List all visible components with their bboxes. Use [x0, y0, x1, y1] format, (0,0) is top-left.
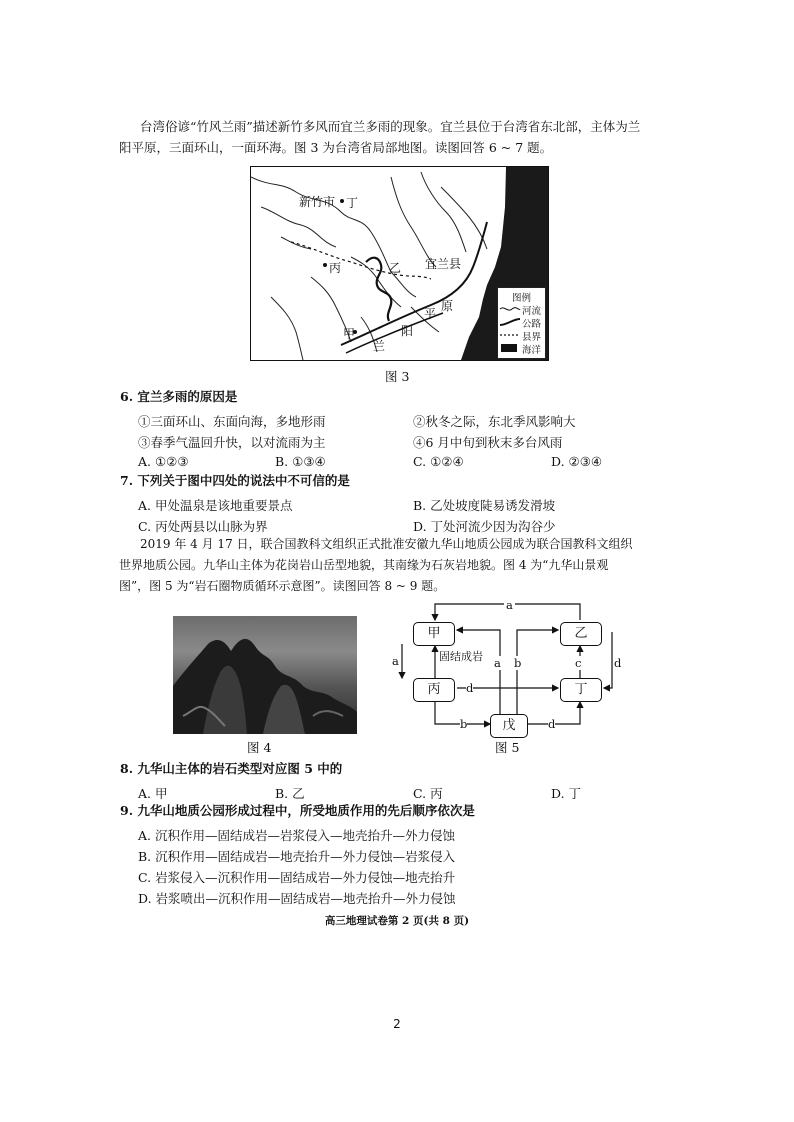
q7-option-c: C. 丙处两县以山脉为界 [138, 519, 268, 534]
q6-option-d: D. ②③④ [551, 454, 603, 469]
q9-stem: 9. 九华山地质公园形成过程中，所受地质作用的先后顺序依次是 [120, 803, 475, 818]
rock-box-bing: 丙 [413, 678, 455, 702]
q6-option-a: A. ①②③ [138, 454, 189, 469]
intro2-line1: 2019 年 4 月 17 日，联合国教科文组织正式批准安徽九华山地质公园成为联合国教科文组织 [140, 537, 633, 551]
q6-stem: 6. 宜兰多雨的原因是 [120, 389, 238, 404]
intro2-line2: 世界地质公园。九华山主体为花岗岩山岳型地貌，其南缘为石灰岩地貌。图 4 为“九华山景观 [119, 558, 609, 572]
q7-option-d: D. 丁处河流少因为沟谷少 [413, 519, 556, 534]
q7-stem: 7. 下列关于图中四处的说法中不可信的是 [120, 473, 350, 488]
label-bing-d: d [466, 681, 474, 695]
rock-box-wu: 戊 [490, 714, 528, 738]
label-gujie: 固结成岩 [439, 650, 483, 663]
label-plain-yang: 阳 [401, 324, 414, 338]
q6-statement-3: ③春季气温回升快，以对流雨为主 [138, 435, 326, 450]
q7-option-a: A. 甲处温泉是该地重要景点 [138, 498, 293, 513]
q6-statement-1: ①三面环山、东面向海，多地形雨 [138, 414, 326, 429]
label-plain-ping: 平 [424, 307, 437, 321]
figure4-caption: 图 4 [247, 740, 272, 755]
intro2-line3: 图”，图 5 为“岩石圈物质循环示意图”。读图回答 8 ~ 9 题。 [119, 579, 446, 593]
label-plain-yuan: 原 [441, 299, 454, 313]
q8-option-d: D. 丁 [551, 786, 582, 801]
border-symbol-icon [499, 329, 521, 341]
rock-cycle-diagram [380, 598, 620, 748]
legend-sea: 海洋 [498, 342, 545, 354]
ding-point [340, 199, 344, 203]
rock-box-yi: 乙 [560, 622, 602, 646]
label-yi: 乙 [389, 261, 402, 275]
label-bottom-b: b [460, 717, 468, 731]
rock-box-ding: 丁 [560, 678, 602, 702]
label-top-a: a [506, 598, 513, 612]
page-footer: 高三地理试卷第 2 页(共 8 页) [324, 915, 470, 927]
q9-option-b: B. 沉积作用—固结成岩—地壳抬升—外力侵蚀—岩浆侵入 [138, 849, 456, 864]
legend-river: 河流 [498, 303, 545, 315]
label-ding: 丁 [346, 196, 359, 210]
label-bottom-d: d [548, 717, 556, 731]
legend-border: 县界 [498, 329, 545, 341]
jiuhua-landscape-photo [173, 616, 357, 734]
sea-symbol-icon [501, 344, 517, 352]
figure3-caption: 图 3 [385, 369, 410, 384]
page-number: 2 [393, 1017, 401, 1031]
q7-option-b: B. 乙处坡度陡易诱发滑坡 [413, 498, 556, 513]
rock-box-jia: 甲 [413, 622, 455, 646]
map-legend [497, 287, 546, 359]
winding-road [366, 258, 391, 321]
label-yilan: 宜兰县 [425, 257, 462, 271]
bing-point [323, 263, 327, 267]
figure5-caption: 图 5 [495, 740, 520, 755]
q8-stem: 8. 九华山主体的岩石类型对应图 5 中的 [120, 761, 343, 776]
q9-option-c: C. 岩浆侵入—沉积作用—固结成岩—外力侵蚀—地壳抬升 [138, 870, 456, 885]
label-right-d: d [614, 656, 622, 670]
q8-option-a: A. 甲 [138, 786, 168, 801]
photo-rocks-drawing [173, 616, 357, 734]
label-mid-b: b [514, 656, 522, 670]
label-jia: 甲 [343, 327, 356, 341]
q6-statement-4: ④6 月中旬到秋末多台风雨 [413, 435, 563, 450]
q6-option-b: B. ①③④ [275, 454, 326, 469]
label-plain-lan: 兰 [373, 339, 386, 353]
legend-road: 公路 [498, 316, 545, 328]
q6-option-c: C. ①②④ [413, 454, 464, 469]
q9-option-d: D. 岩浆喷出—沉积作用—固结成岩—地壳抬升—外力侵蚀 [138, 891, 456, 906]
county-border [291, 242, 431, 279]
intro1-line2: 阳平原，三面环山，一面环海。图 3 为台湾省局部地图。读图回答 6 ~ 7 题。 [119, 140, 553, 155]
label-bing: 丙 [329, 261, 342, 275]
label-left-a: a [392, 654, 399, 668]
label-c: c [575, 656, 582, 670]
legend-title: 图例 [511, 293, 531, 304]
river-symbol-icon [499, 303, 521, 315]
q8-option-b: B. 乙 [275, 786, 305, 801]
main-road [341, 222, 487, 345]
label-xinzhu: 新竹市 [299, 195, 336, 209]
q8-option-c: C. 丙 [413, 786, 443, 801]
road-symbol-icon [499, 316, 521, 328]
label-mid-a: a [494, 656, 501, 670]
q6-statement-2: ②秋冬之际，东北季风影响大 [413, 414, 576, 429]
q9-option-a: A. 沉积作用—固结成岩—岩浆侵入—地壳抬升—外力侵蚀 [138, 828, 455, 843]
intro1-line1: 台湾俗谚“竹风兰雨”描述新竹多风而宜兰多雨的现象。宜兰县位于台湾省东北部，主体为兰 [140, 119, 641, 134]
